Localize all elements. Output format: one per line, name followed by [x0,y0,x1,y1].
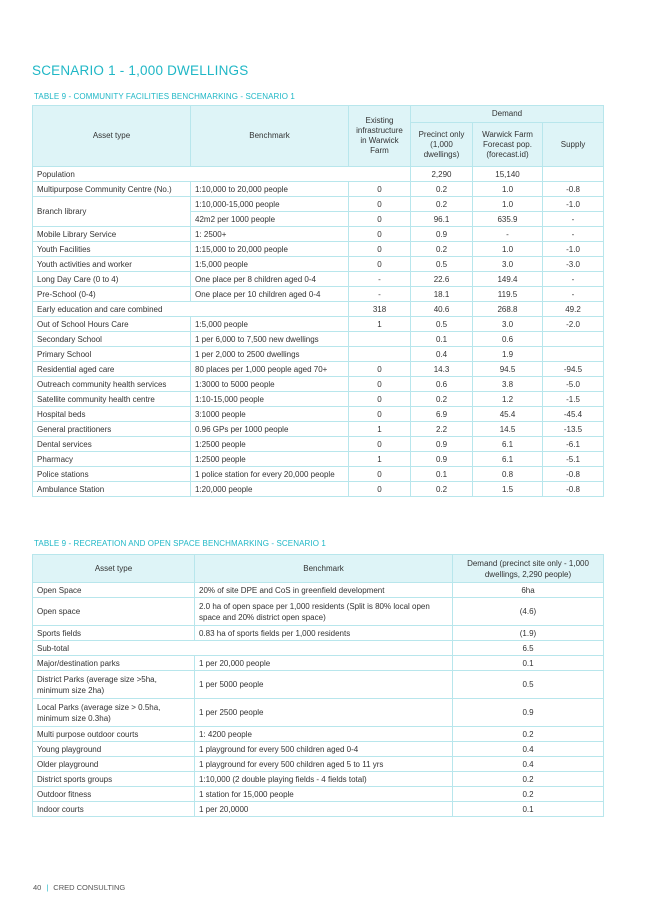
header-benchmark: Benchmark [195,555,453,583]
table-row: Mobile Library Service 1: 2500+ 0 0.9 - - [33,227,604,242]
page-footer [33,883,125,892]
table-row: Early education and care combined 318 40.6 268.8 49.2 [33,302,604,317]
header-forecast: Warwick Farm Forecast pop. (forecast.id) [473,123,543,167]
header-benchmark: Benchmark [191,106,349,167]
table-row: Long Day Care (0 to 4) One place per 8 children aged 0-4 - 22.6 149.4 - [33,272,604,287]
table-row: Pharmacy 1:2500 people 1 0.9 6.1 -5.1 [33,452,604,467]
table-row: Hospital beds 3:1000 people 0 6.9 45.4 -45.4 [33,407,604,422]
table-row: General practitioners 0.96 GPs per 1000 people 1 2.2 14.5 -13.5 [33,422,604,437]
table-row: Open space 2.0 ha of open space per 1,000 residents (Split is 80% local open space and 20% district open space) (4.6) [33,598,604,626]
table-row: Police stations 1 police station for every 20,000 people 0 0.1 0.8 -0.8 [33,467,604,482]
recreation-open-space-table [32,554,604,817]
table-row: Primary School 1 per 2,000 to 2500 dwellings 0.4 1.9 [33,347,604,362]
table-row: Youth Facilities 1:15,000 to 20,000 people 0 0.2 1.0 -1.0 [33,242,604,257]
table-row: Indoor courts 1 per 20,0000 0.1 [33,802,604,817]
table-row: Out of School Hours Care 1:5,000 people 1 0.5 3.0 -2.0 [33,317,604,332]
table-row: Population 2,290 15,140 [33,167,604,182]
table-row: Major/destination parks 1 per 20,000 people 0.1 [33,656,604,671]
header-existing: Existing infrastructure in Warwick Farm [349,106,411,167]
header-precinct: Precinct only (1,000 dwellings) [411,123,473,167]
header-demand: Demand (precinct site only - 1,000 dwellings, 2,290 people) [453,555,604,583]
table-row: Dental services 1:2500 people 0 0.9 6.1 -6.1 [33,437,604,452]
table-row: 42m2 per 1000 people 0 96.1 635.9 - [33,212,604,227]
footer-separator: | [46,883,49,892]
table2-caption: TABLE 9 - RECREATION AND OPEN SPACE BENCHMARKING - SCENARIO 1 [34,539,326,548]
table-row: Residential aged care 80 places per 1,000 people aged 70+ 0 14.3 94.5 -94.5 [33,362,604,377]
header-supply: Supply [543,123,604,167]
table1-caption: TABLE 9 - COMMUNITY FACILITIES BENCHMARKING - SCENARIO 1 [34,92,295,101]
footer-org: CRED CONSULTING [53,883,126,892]
header-asset-type: Asset type [33,555,195,583]
table-row: Older playground 1 playground for every 500 children aged 5 to 11 yrs 0.4 [33,757,604,772]
table-row: Ambulance Station 1:20,000 people 0 0.2 1.5 -0.8 [33,482,604,497]
table-row: Multipurpose Community Centre (No.) 1:10,000 to 20,000 people 0 0.2 1.0 -0.8 [33,182,604,197]
table-row: District sports groups 1:10,000 (2 double playing fields - 4 fields total) 0.2 [33,772,604,787]
page-number: 40 [33,883,42,892]
table-row: Branch library 1:10,000-15,000 people 0 0.2 1.0 -1.0 [33,197,604,212]
table-row: Young playground 1 playground for every 500 children aged 0-4 0.4 [33,742,604,757]
table-row: Local Parks (average size > 0.5ha, minimum size 0.3ha) 1 per 2500 people 0.9 [33,699,604,727]
page-title: SCENARIO 1 - 1,000 DWELLINGS [32,63,249,78]
community-facilities-table [32,105,604,497]
table-row: Multi purpose outdoor courts 1: 4200 people 0.2 [33,727,604,742]
table-row: District Parks (average size >5ha, minimum size 2ha) 1 per 5000 people 0.5 [33,671,604,699]
header-demand: Demand [411,106,604,123]
table-row: Satellite community health centre 1:10-15,000 people 0 0.2 1.2 -1.5 [33,392,604,407]
table-row: Outdoor fitness 1 station for 15,000 people 0.2 [33,787,604,802]
table-row: Open Space 20% of site DPE and CoS in greenfield development 6ha [33,583,604,598]
table-row: Youth activities and worker 1:5,000 people 0 0.5 3.0 -3.0 [33,257,604,272]
table-row: Sub-total 6.5 [33,641,604,656]
table-row: Sports fields 0.83 ha of sports fields per 1,000 residents (1.9) [33,626,604,641]
header-asset-type: Asset type [33,106,191,167]
table-row: Secondary School 1 per 6,000 to 7,500 new dwellings 0.1 0.6 [33,332,604,347]
table-row: Outreach community health services 1:3000 to 5000 people 0 0.6 3.8 -5.0 [33,377,604,392]
table-row: Pre-School (0-4) One place per 10 children aged 0-4 - 18.1 119.5 - [33,287,604,302]
